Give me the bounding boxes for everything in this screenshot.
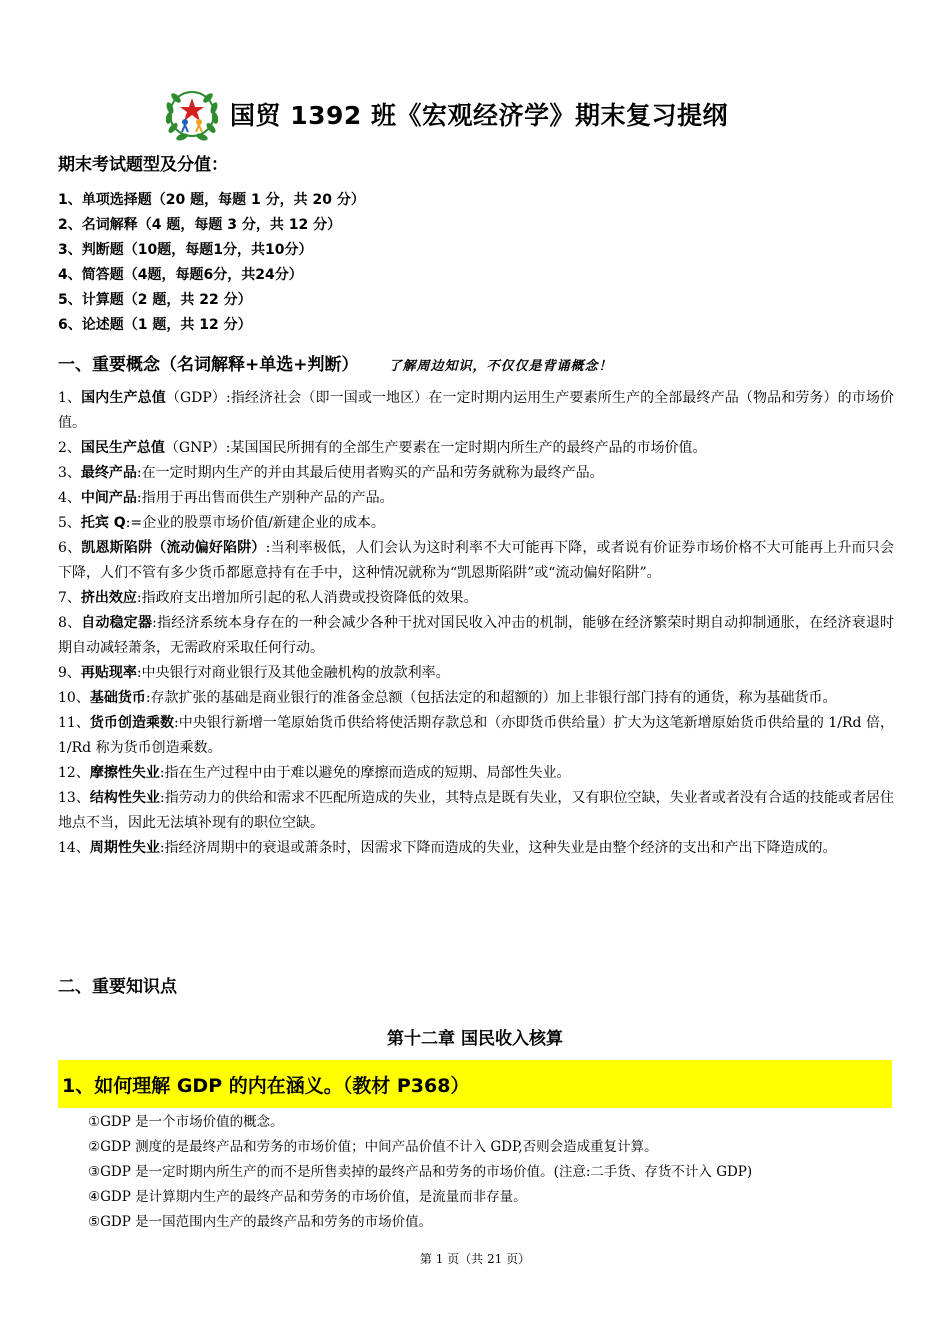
gdp-point: ③GDP 是一定时期内所生产的而不是所售卖掉的最终产品和劳务的市场价值。(注意:二手货、存货不计入 GDP) bbox=[88, 1164, 753, 1180]
section-1-heading-row bbox=[58, 350, 613, 375]
gdp-point: ④GDP 是计算期内生产的最终产品和劳务的市场价值，是流量而非存量。 bbox=[88, 1189, 527, 1205]
section-1-heading: 一、重要概念（名词解释+单选+判断） bbox=[58, 355, 359, 375]
exam-item: 4、简答题（4题，每题6分，共24分） bbox=[58, 267, 303, 283]
concept-term: 再贴现率 bbox=[80, 665, 137, 681]
concept-term: 国民生产总值 bbox=[80, 440, 165, 456]
exam-format-list bbox=[58, 188, 365, 338]
concept-term: 自动稳定器 bbox=[81, 615, 153, 631]
class-logo-icon bbox=[160, 82, 224, 146]
section-2-heading: 二、重要知识点 bbox=[58, 977, 177, 997]
concept-term: 国内生产总值 bbox=[81, 390, 166, 406]
concept-term: 托宾 Q bbox=[80, 515, 126, 531]
concept-item: 4、中间产品:指用于再出售而供生产别种产品的产品。 bbox=[58, 490, 394, 506]
concept-term: 基础货币 bbox=[89, 690, 146, 706]
concept-item: 14、周期性失业:指经济周期中的衰退或萧条时，因需求下降而造成的失业，这种失业是由整个经济的支出和产出下降造成的。 bbox=[58, 840, 837, 856]
concept-term: 凯恩斯陷阱（流动偏好陷阱） bbox=[81, 540, 266, 556]
document-title: 国贸 1392 班《宏观经济学》期末复习提纲 bbox=[230, 101, 728, 130]
concept-term: 周期性失业 bbox=[89, 840, 160, 856]
page-footer: 第 1 页（共 21 页） bbox=[419, 1252, 531, 1266]
document-header bbox=[160, 84, 800, 144]
concept-term: 挤出效应 bbox=[80, 590, 137, 606]
concept-item: 2、国民生产总值（GNP）:某国国民所拥有的全部生产要素在一定时期内所生产的最终产品的市场价值。 bbox=[58, 440, 707, 456]
concept-term: 摩擦性失业 bbox=[89, 765, 160, 781]
gdp-point: ②GDP 测度的是最终产品和劳务的市场价值；中间产品价值不计入 GDP,否则会造成重复计算。 bbox=[88, 1139, 658, 1155]
concept-item: 13、结构性失业:指劳动力的供给和需求不匹配所造成的失业，其特点是既有失业，又有职位空缺，失业者或者没有合适的技能或者居住地点不当，因此无法填补现有的职位空缺。 bbox=[58, 790, 894, 831]
gdp-points-list bbox=[88, 1110, 898, 1235]
concept-term: 最终产品 bbox=[80, 465, 137, 481]
concept-term: 中间产品 bbox=[80, 490, 137, 506]
concept-item: 10、基础货币:存款扩张的基础是商业银行的准备金总额（包括法定的和超额的）加上非银行部门持有的通货，称为基础货币。 bbox=[58, 690, 837, 706]
concept-item: 7、挤出效应:指政府支出增加所引起的私人消费或投资降低的效果。 bbox=[58, 590, 478, 606]
concept-item: 12、摩擦性失业:指在生产过程中由于难以避免的摩擦而造成的短期、局部性失业。 bbox=[58, 765, 571, 781]
gdp-point: ⑤GDP 是一国范围内生产的最终产品和劳务的市场价值。 bbox=[88, 1214, 433, 1230]
exam-item: 6、论述题（1 题，共 12 分） bbox=[58, 317, 252, 333]
concept-term: 货币创造乘数 bbox=[89, 715, 175, 731]
concept-item: 8、自动稳定器:指经济系统本身存在的一种会减少各种干扰对国民收入冲击的机制，能够在经济繁荣时期自动抑制通胀，在经济衰退时期自动减轻萧条，无需政府采取任何行动。 bbox=[58, 615, 895, 656]
concept-item: 6、凯恩斯陷阱（流动偏好陷阱）:当利率极低，人们会认为这时利率不大可能再下降，或者说有价证券市场价格不大可能再上升而只会下降，人们不管有多少货币都愿意持有在手中，这种情况就称为“凯恩斯陷阱”或“流动偏好陷阱”。 bbox=[58, 540, 895, 581]
exam-item: 2、名词解释（4 题，每题 3 分，共 12 分） bbox=[58, 217, 342, 233]
concept-term: 结构性失业 bbox=[89, 790, 160, 806]
exam-item: 3、判断题（10题，每题1分，共10分） bbox=[58, 242, 313, 258]
section-1-note: 了解周边知识，不仅仅是背诵概念！ bbox=[388, 359, 613, 374]
concept-item: 11、货币创造乘数:中央银行新增一笔原始货币供给将使活期存款总和（亦即货币供给量）扩大为这笔新增原始货币供给量的 1/Rd 倍，1/Rd 称为货币创造乘数。 bbox=[58, 715, 894, 756]
question-1-highlight bbox=[58, 1060, 892, 1108]
exam-item: 1、单项选择题（20 题，每题 1 分，共 20 分） bbox=[58, 192, 365, 208]
concept-list bbox=[58, 386, 894, 861]
exam-item: 5、计算题（2 题，共 22 分） bbox=[58, 292, 252, 308]
question-1-heading: 1、如何理解 GDP 的内在涵义。（教材 P368） bbox=[62, 1074, 470, 1097]
gdp-point: ①GDP 是一个市场价值的概念。 bbox=[88, 1114, 284, 1130]
concept-item: 3、最终产品:在一定时期内生产的并由其最后使用者购买的产品和劳务就称为最终产品。 bbox=[58, 465, 604, 481]
concept-item: 9、再贴现率:中央银行对商业银行及其他金融机构的放款利率。 bbox=[58, 665, 450, 681]
concept-item: 5、托宾 Q:=企业的股票市场价值/新建企业的成本。 bbox=[58, 515, 385, 531]
concept-item: 1、国内生产总值（GDP）:指经济社会（即一国或一地区）在一定时期内运用生产要素所生产的全部最终产品（物品和劳务）的市场价值。 bbox=[58, 390, 895, 431]
chapter-heading: 第十二章 国民收入核算 bbox=[387, 1029, 563, 1049]
exam-format-heading: 期末考试题型及分值： bbox=[58, 155, 228, 175]
